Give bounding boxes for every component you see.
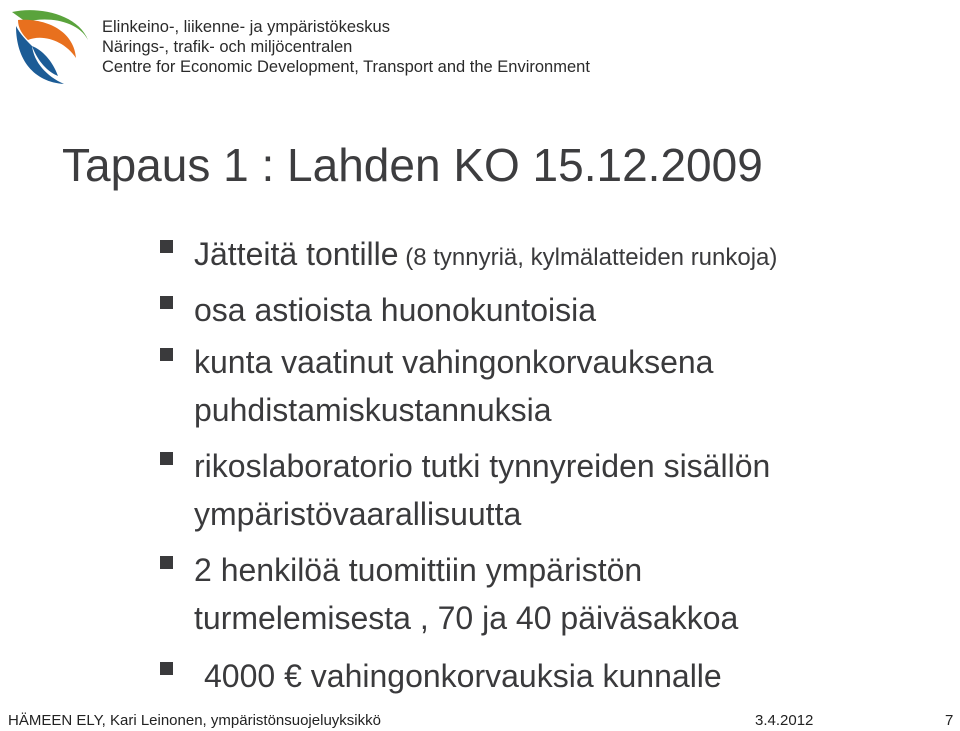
- square-bullet-icon: [160, 240, 173, 253]
- bullet-item: [160, 286, 777, 334]
- bullet-item: [160, 652, 777, 700]
- org-name-finnish: Elinkeino-, liikenne- ja ympäristökeskus: [102, 18, 390, 36]
- bullet-list: [160, 230, 777, 700]
- bullet-item: [160, 338, 777, 434]
- square-bullet-icon: [160, 662, 173, 675]
- bullet-text-line2: puhdistamiskustannuksia: [194, 392, 552, 428]
- bullet-text: Jätteitä tontille: [194, 236, 399, 272]
- bullet-text-line2: ympäristövaarallisuutta: [194, 496, 522, 532]
- bullet-text: kunta vaatinut vahingonkorvauksena: [194, 344, 714, 380]
- organization-name: [102, 17, 590, 77]
- bullet-text: rikoslaboratorio tutki tynnyreiden sisällön: [194, 448, 771, 484]
- org-name-swedish: Närings-, trafik- och miljöcentralen: [102, 38, 353, 56]
- bullet-text: 2 henkilöä tuomittiin ympäristön: [194, 552, 643, 588]
- footer-date: 3.4.2012: [755, 712, 814, 729]
- bullet-item: [160, 442, 777, 538]
- page-number: 7: [945, 712, 954, 729]
- ely-logo: [8, 6, 90, 86]
- bullet-text-line2: turmelemisesta , 70 ja 40 päiväsakkoa: [194, 600, 739, 636]
- bullet-text: osa astioista huonokuntoisia: [194, 292, 597, 328]
- square-bullet-icon: [160, 452, 173, 465]
- square-bullet-icon: [160, 348, 173, 361]
- square-bullet-icon: [160, 556, 173, 569]
- footer-author: HÄMEEN ELY, Kari Leinonen, ympäristönsuojeluyksikkö: [8, 712, 381, 729]
- bullet-subtext: (8 tynnyriä, kylmälatteiden runkoja): [398, 244, 778, 271]
- slide-footer: [0, 708, 960, 731]
- org-name-english: Centre for Economic Development, Transport and the Environment: [102, 58, 590, 76]
- bullet-text: 4000 € vahingonkorvauksia kunnalle: [204, 658, 722, 694]
- bullet-item: [160, 546, 777, 642]
- ely-leaf-icon: [8, 6, 90, 86]
- slide-title: Tapaus 1 : Lahden KO 15.12.2009: [62, 139, 763, 191]
- bullet-item: [160, 230, 777, 282]
- square-bullet-icon: [160, 296, 173, 309]
